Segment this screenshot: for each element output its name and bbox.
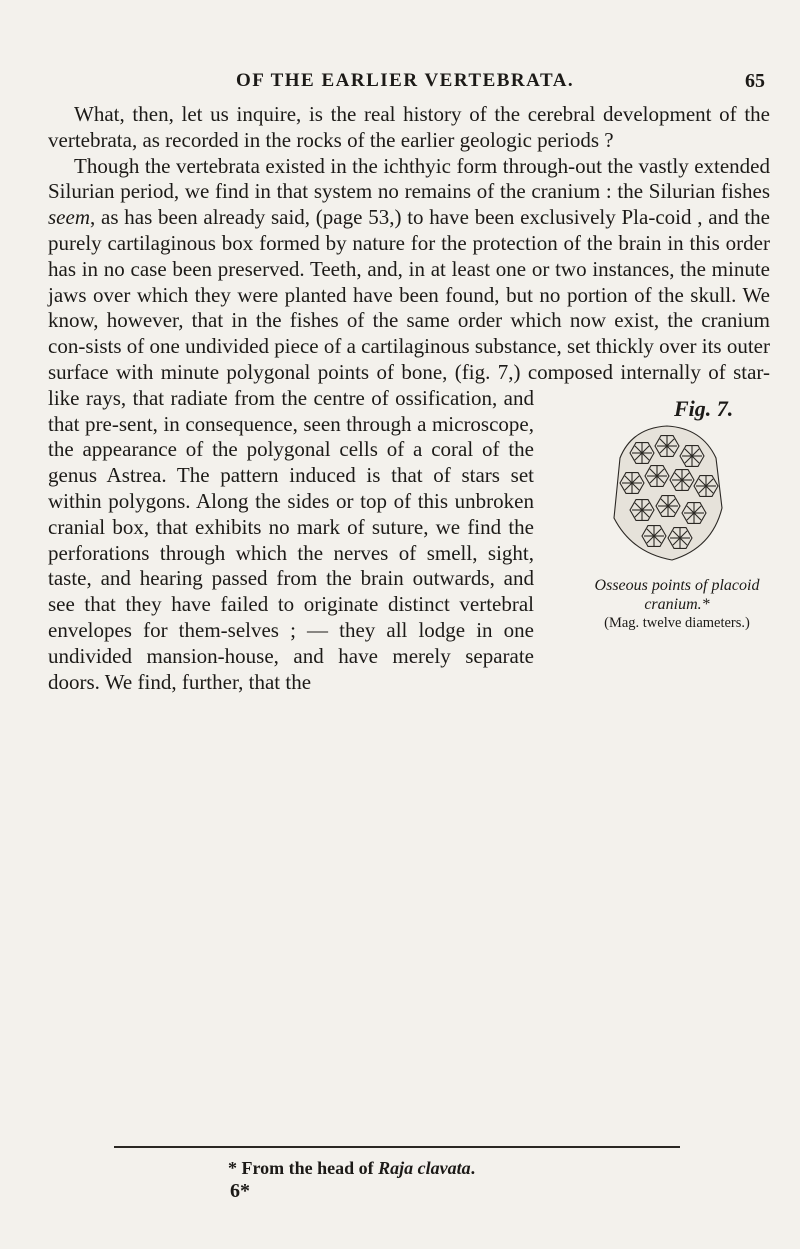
footnote-text: * From the head of <box>228 1158 379 1178</box>
footnote-rule <box>114 1146 680 1148</box>
figure-caption <box>548 576 780 633</box>
paragraph-1: What, then, let us inquire, is the real history of the cerebral development of the vertebrata, as recorded in the rocks of the earlier geologic periods ? <box>48 102 770 152</box>
running-title: OF THE EARLIER VERTEBRATA. <box>236 70 575 91</box>
figure-label: Fig. 7. <box>674 395 734 421</box>
figure-7 <box>548 396 780 696</box>
paragraph-2-part-b-2: star-like rays, that radiate from the centre of ossification, and that pre-sent, in consequence, seen through a microscope, the appearance of the polygonal cells of a coral of the genus Astrea. The pattern induced is that of stars set within polygons. Along the sides or top of this unbroken cranial box, that exhibits no mark of suture, we find the perforations through which the nerves of smell, sight, taste, and hearing passed from the brain outwards, and see that they have failed to originate distinct vertebral envelopes for them-selves ; — they all lodge in one undivided mansion-house, and have merely separate doors. We find, further, that the <box>48 359 770 694</box>
signature-mark: 6* <box>230 1180 250 1202</box>
placoid-points-illustration <box>602 418 732 568</box>
body-text <box>48 102 770 700</box>
paragraph-2 <box>48 154 770 696</box>
footnote-species: Raja clavata <box>378 1158 471 1178</box>
figure-magnification: (Mag. twelve diameters.) <box>604 614 750 631</box>
figure-caption-line-1: Osseous points of placoid <box>594 576 760 594</box>
paragraph-2-part-a: Though the vertebrata existed in the ichthyic form through-out the vastly extended Silurian period, we find in that system no remains of the cranium : the Silurian fishes <box>48 153 770 204</box>
page-number: 65 <box>745 70 765 92</box>
footnote <box>228 1158 475 1179</box>
emphasis-seem: seem <box>48 205 90 230</box>
figure-caption-line-2: cranium.* <box>644 595 710 613</box>
paragraph-2-part-b <box>48 205 770 693</box>
footnote-end: . <box>470 1158 476 1178</box>
paragraph-2-part-b-1: , as has been already said, (page 53,) to have been exclusively Pla-coid , and the purely cartilaginous box formed by nature for the protection of the brain in this order has in no case been preserved. Teeth, and, in at least one or two instances, the minute jaws over which they were planted have been found, but no portion of the skull. We know, however, that in the fishes of the same order which now exist, the cranium con-sists of one undivided piece of a cartilaginous substance, set thickly over its outer surface with minute polygonal points of bone, (fig. 7,) composed internally of <box>48 205 770 384</box>
page-header <box>0 70 800 100</box>
